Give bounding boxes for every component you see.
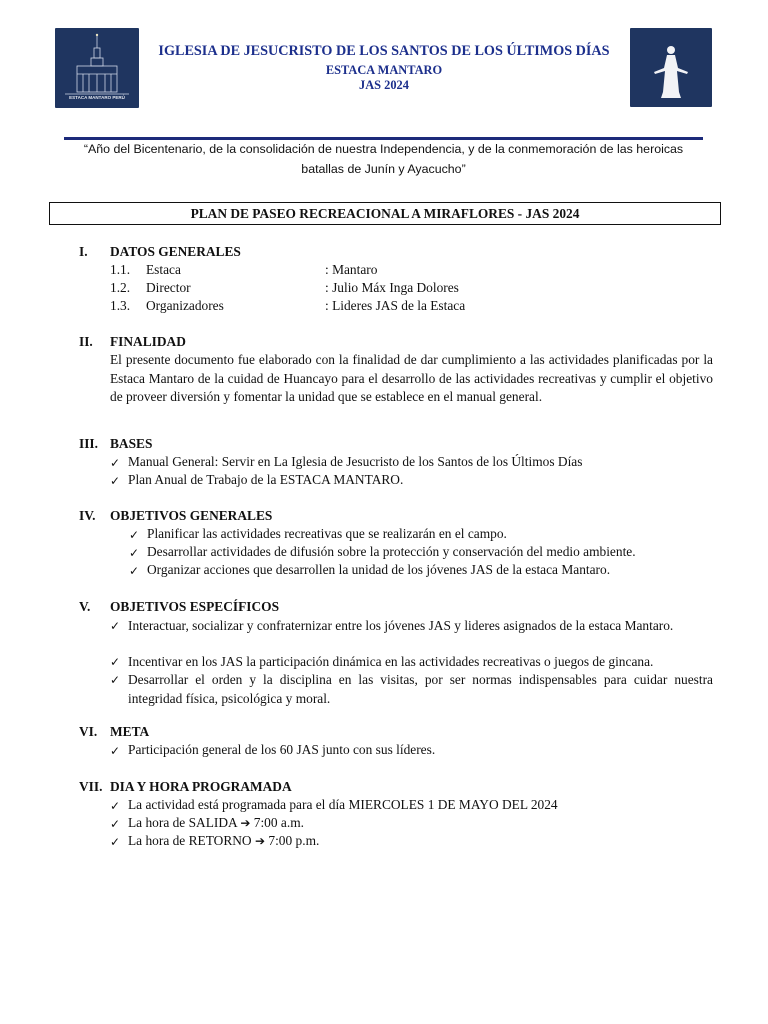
document-title: PLAN DE PASEO RECREACIONAL A MIRAFLORES - JAS 2024 xyxy=(49,202,721,225)
section-title-objetivos-especificos: OBJETIVOS ESPECÍFICOS xyxy=(110,599,280,614)
row-number: 1.1. xyxy=(110,262,131,277)
retorno-time: 7:00 p.m. xyxy=(268,833,320,848)
list-item: Incentivar en los JAS la participación dinámica en las actividades recreativas o juegos de gincana. xyxy=(128,654,654,669)
salida-label: La hora de SALIDA xyxy=(128,815,237,830)
checkmark-icon: ✓ xyxy=(110,835,121,849)
row-number: 1.2. xyxy=(110,280,131,295)
checkmark-icon: ✓ xyxy=(110,619,121,633)
section-number: IV. xyxy=(79,508,96,523)
list-item: Plan Anual de Trabajo de la ESTACA MANTARO. xyxy=(128,472,404,487)
section-number: V. xyxy=(79,599,91,614)
list-item: Organizar acciones que desarrollen la unidad de los jóvenes JAS de la estaca Mantaro. xyxy=(147,562,611,577)
row-label: Director xyxy=(146,280,191,295)
checkmark-icon: ✓ xyxy=(110,817,121,831)
right-logo xyxy=(630,28,712,107)
section-number: III. xyxy=(79,436,98,451)
section-title-meta: META xyxy=(110,724,150,739)
left-logo xyxy=(55,28,139,108)
section-number: VI. xyxy=(79,724,98,739)
checkmark-icon: ✓ xyxy=(129,564,140,578)
left-logo-caption: ESTACA MANTARO PERÚ xyxy=(69,95,125,100)
section-title-dia-y-hora: DIA Y HORA PROGRAMADA xyxy=(110,779,292,794)
list-item-salida xyxy=(128,815,304,831)
checkmark-icon: ✓ xyxy=(110,744,121,758)
row-value: : Mantaro xyxy=(325,262,378,277)
section-title-objetivos-generales: OBJETIVOS GENERALES xyxy=(110,508,273,523)
row-value: : Julio Máx Inga Dolores xyxy=(325,280,459,295)
row-number: 1.3. xyxy=(110,298,131,313)
list-item: La actividad está programada para el día MIERCOLES 1 DE MAYO DEL 2024 xyxy=(128,797,558,812)
section-number: VII. xyxy=(79,779,103,794)
motto-line-1: “Año del Bicentenario, de la consolidación de nuestra Independencia, y de la conmemoración de las heroicas xyxy=(83,142,684,156)
christus-statue-icon xyxy=(630,28,712,107)
arrow-right-icon: ➔ xyxy=(240,816,251,830)
section-number: I. xyxy=(79,244,88,259)
checkmark-icon: ✓ xyxy=(110,673,121,687)
list-item: Interactuar, socializar y confraternizar entre los jóvenes JAS y lideres asignados de la estaca Mantaro. xyxy=(128,618,674,633)
section-title-datos-generales: DATOS GENERALES xyxy=(110,244,241,259)
stake-name: ESTACA MANTARO xyxy=(325,63,443,77)
list-item: Manual General: Servir en La Iglesia de Jesucristo de los Santos de los Últimos Días xyxy=(128,454,583,469)
list-item: Desarrollar el orden y la disciplina en las visitas, por ser normas indispensables para cuidar nuestra integridad física, psicológica y moral. xyxy=(128,672,713,706)
list-item: Planificar las actividades recreativas que se realizarán en el campo. xyxy=(147,526,507,541)
arrow-right-icon: ➔ xyxy=(254,834,266,848)
salida-time: 7:00 a.m. xyxy=(253,815,304,830)
checkmark-icon: ✓ xyxy=(129,528,140,542)
checkmark-icon: ✓ xyxy=(110,655,121,669)
checkmark-icon: ✓ xyxy=(110,799,121,813)
checkmark-icon: ✓ xyxy=(110,456,121,470)
section-number: II. xyxy=(79,334,93,349)
section-title-bases: BASES xyxy=(110,436,153,451)
row-value: : Lideres JAS de la Estaca xyxy=(325,298,466,313)
checkmark-icon: ✓ xyxy=(129,546,140,560)
section-title-finalidad: FINALIDAD xyxy=(110,334,186,349)
finalidad-paragraph: El presente documento fue elaborado con la finalidad de dar cumplimiento a las actividades planificadas por la Estaca Mantaro de la cuidad de Huancayo para el desarrollo de las actividades recreativas y cumplir el objetivo de proveer diversión y fomentar la unidad que se establece en el manual general. xyxy=(110,352,713,404)
list-item: Participación general de los 60 JAS junto con sus líderes. xyxy=(128,742,436,757)
row-label: Estaca xyxy=(146,262,181,277)
jas-year: JAS 2024 xyxy=(359,78,409,92)
retorno-label: La hora de RETORNO xyxy=(128,833,252,848)
motto-line-2: batallas de Junín y Ayacucho” xyxy=(301,162,466,176)
row-label: Organizadores xyxy=(146,298,224,313)
church-name: IGLESIA DE JESUCRISTO DE LOS SANTOS DE LOS ÚLTIMOS DÍAS xyxy=(158,43,610,59)
checkmark-icon: ✓ xyxy=(110,474,121,488)
list-item: Desarrollar actividades de difusión sobre la protección y conservación del medio ambiente. xyxy=(147,544,636,559)
list-item-retorno xyxy=(128,833,319,849)
